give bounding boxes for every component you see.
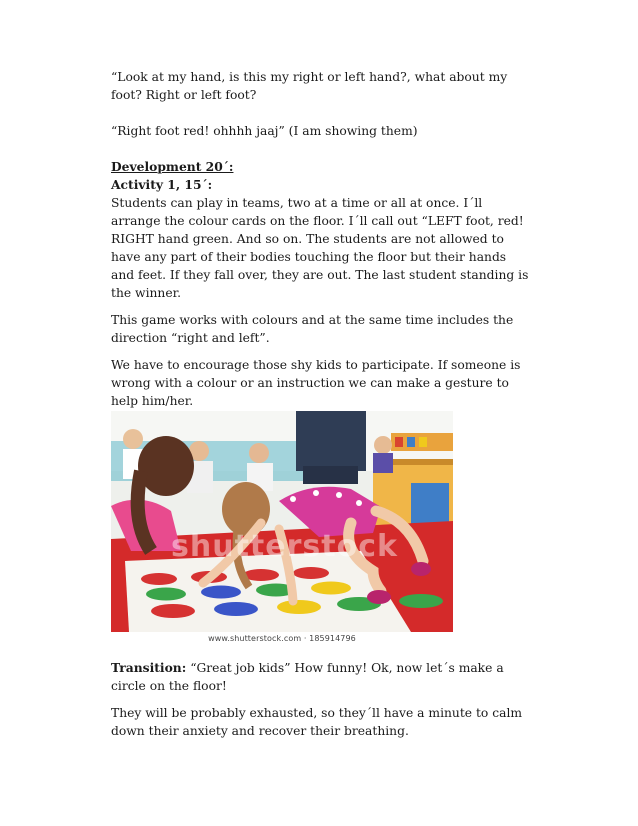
paragraph-right-foot: “Right foot red! ohhhh jaaj” (I am showing them) [111,124,418,138]
activity-description: Students can play in teams, two at a time or all at once. I´ll arrange the colour cards on the floor. I´ll call out “LEFT foot, red! RIGHT hand green. And so on. The students are not allowed to have any part of their bodies touching the floor but their hands and feet. If they fall over, they are out. The last student standing is the winner. [111,196,529,300]
photo-caption: www.shutterstock.com · 185914796 [208,634,356,643]
twister-photo [111,411,453,632]
paragraph-shy-kids: We have to encourage those shy kids to participate. If someone is wrong with a colour or an instruction we can make a gesture to help him/her. [111,358,521,408]
twister-photo-illustration [111,411,453,632]
document-body [111,68,531,410]
transition-paragraph [111,659,531,695]
transition-section [111,659,531,740]
development-heading: Development 20´: [111,159,234,174]
photo-watermark: shutterstock [171,529,398,564]
photo-figure [111,411,453,649]
transition-label: Transition: [111,660,187,675]
activity-heading: Activity 1, 15´: [111,177,213,192]
paragraph-game-colours: This game works with colours and at the same time includes the direction “right and left”. [111,313,514,345]
paragraph-question: “Look at my hand, is this my right or left hand?, what about my foot? Right or left foot? [111,70,508,102]
paragraph-calm-down: They will be probably exhausted, so they´ll have a minute to calm down their anxiety and recover their breathing. [111,706,523,738]
transition-text: “Great job kids” How funny! Ok, now let´s make a circle on the floor! [111,661,504,693]
